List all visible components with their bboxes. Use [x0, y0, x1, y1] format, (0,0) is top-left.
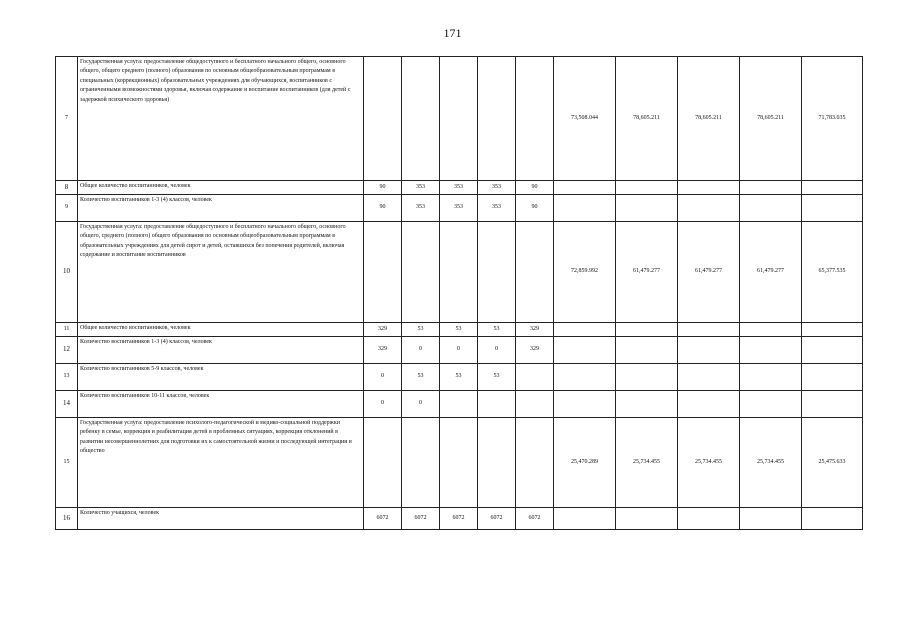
count-cell [440, 418, 478, 508]
amount-cell [554, 391, 616, 418]
count-cell: 353 [440, 195, 478, 222]
amount-cell [802, 323, 863, 337]
count-cell [516, 364, 554, 391]
count-cell [440, 57, 478, 181]
amount-cell [678, 508, 740, 530]
amount-cell [616, 508, 678, 530]
amount-cell: 25,475.633 [802, 418, 863, 508]
count-cell: 53 [478, 364, 516, 391]
count-cell [364, 418, 402, 508]
amount-cell: 25,734.455 [740, 418, 802, 508]
count-cell: 90 [364, 181, 402, 195]
row-description: Количество воспитанников 1-3 (4) классов, человек [78, 337, 364, 364]
row-description: Государственная услуга: предоставление общедоступного и бесплатного начального общего, основного общего, общего среднего (полного) образования по основным общеобразовательным программам в специальных (коррекционных) образовательных учреждениях для обучающихся, воспитанников с ограниченными возможностями здоровья, включая содержание и воспитание воспитанников (для детей с задержкой психического здоровья) [78, 57, 364, 181]
row-number: 8 [56, 181, 78, 195]
amount-cell: 25,734.455 [678, 418, 740, 508]
amount-cell [740, 391, 802, 418]
count-cell: 90 [516, 181, 554, 195]
count-cell: 6072 [440, 508, 478, 530]
row-description: Количество учащихся, человек [78, 508, 364, 530]
count-cell: 6072 [516, 508, 554, 530]
row-number: 10 [56, 222, 78, 323]
amount-cell: 25,734.455 [616, 418, 678, 508]
amount-cell [616, 195, 678, 222]
amount-cell [678, 364, 740, 391]
table-row [56, 181, 863, 195]
count-cell [516, 222, 554, 323]
table-row [56, 222, 863, 323]
row-number: 16 [56, 508, 78, 530]
row-number: 13 [56, 364, 78, 391]
amount-cell: 73,508.044 [554, 57, 616, 181]
count-cell [516, 418, 554, 508]
table-row [56, 337, 863, 364]
amount-cell [554, 195, 616, 222]
amount-cell: 78,605.211 [740, 57, 802, 181]
amount-cell [802, 195, 863, 222]
amount-cell [678, 337, 740, 364]
amount-cell [802, 364, 863, 391]
count-cell: 353 [402, 181, 440, 195]
count-cell: 6072 [364, 508, 402, 530]
count-cell: 353 [478, 181, 516, 195]
row-description: Количество воспитанников 1-3 (4) классов, человек [78, 195, 364, 222]
row-description: Государственная услуга: предоставление общедоступного и бесплатного начального общего, основного общего, среднего (полного) общего образования по основным общеобразовательным программам в образовательных учреждениях для детей сирот и детей, оставшихся без попечения родителей, включая содержание и воспитание воспитанников [78, 222, 364, 323]
row-description: Количество воспитанников 10-11 классов, человек [78, 391, 364, 418]
row-number: 11 [56, 323, 78, 337]
count-cell: 0 [440, 337, 478, 364]
amount-cell: 61,479.277 [678, 222, 740, 323]
count-cell: 0 [402, 337, 440, 364]
row-number: 9 [56, 195, 78, 222]
amount-cell: 25,470.289 [554, 418, 616, 508]
amount-cell [554, 181, 616, 195]
budget-table [55, 56, 863, 530]
count-cell: 329 [364, 323, 402, 337]
count-cell [478, 222, 516, 323]
table-row [56, 364, 863, 391]
table-row [56, 57, 863, 181]
amount-cell [740, 195, 802, 222]
count-cell [478, 57, 516, 181]
row-number: 7 [56, 57, 78, 181]
amount-cell [802, 391, 863, 418]
count-cell [364, 57, 402, 181]
count-cell [516, 391, 554, 418]
row-number: 12 [56, 337, 78, 364]
amount-cell [554, 323, 616, 337]
table-row [56, 391, 863, 418]
count-cell: 329 [516, 323, 554, 337]
amount-cell: 65,377.535 [802, 222, 863, 323]
count-cell: 6072 [402, 508, 440, 530]
table-row [56, 418, 863, 508]
count-cell [516, 57, 554, 181]
count-cell: 0 [402, 391, 440, 418]
amount-cell [554, 508, 616, 530]
amount-cell [554, 364, 616, 391]
count-cell: 53 [440, 323, 478, 337]
amount-cell: 72,859.992 [554, 222, 616, 323]
count-cell: 353 [440, 181, 478, 195]
amount-cell [678, 323, 740, 337]
table-row [56, 195, 863, 222]
amount-cell [802, 508, 863, 530]
amount-cell [616, 323, 678, 337]
amount-cell [678, 195, 740, 222]
count-cell [364, 222, 402, 323]
count-cell [478, 418, 516, 508]
row-description: Общее количество воспитанников, человек [78, 323, 364, 337]
count-cell [440, 391, 478, 418]
amount-cell: 61,479.277 [616, 222, 678, 323]
count-cell: 53 [478, 323, 516, 337]
amount-cell [616, 181, 678, 195]
amount-cell [740, 323, 802, 337]
row-description: Количество воспитанников 5-9 классов, человек [78, 364, 364, 391]
amount-cell [678, 181, 740, 195]
count-cell: 353 [402, 195, 440, 222]
count-cell [440, 222, 478, 323]
amount-cell [740, 181, 802, 195]
count-cell: 90 [364, 195, 402, 222]
amount-cell [616, 364, 678, 391]
amount-cell [554, 337, 616, 364]
count-cell: 6072 [478, 508, 516, 530]
count-cell: 0 [364, 364, 402, 391]
row-number: 15 [56, 418, 78, 508]
amount-cell: 78,605.211 [678, 57, 740, 181]
count-cell: 53 [440, 364, 478, 391]
row-number: 14 [56, 391, 78, 418]
count-cell [402, 222, 440, 323]
table-row [56, 323, 863, 337]
count-cell: 329 [364, 337, 402, 364]
amount-cell [616, 337, 678, 364]
count-cell [402, 57, 440, 181]
count-cell: 329 [516, 337, 554, 364]
row-description: Государственная услуга: предоставление психолого-педагогической и медико-социальной поддержки ребенку в семье, коррекция и реабилитация детей в проблемных ситуациях, коррекция отклонений в развитии несовершеннолетних для подготовки их к самостоятельной жизни и последующей интеграции в общество [78, 418, 364, 508]
count-cell: 90 [516, 195, 554, 222]
amount-cell [616, 391, 678, 418]
count-cell [478, 391, 516, 418]
count-cell: 53 [402, 323, 440, 337]
amount-cell: 61,479.277 [740, 222, 802, 323]
amount-cell [740, 508, 802, 530]
amount-cell [678, 391, 740, 418]
amount-cell [802, 181, 863, 195]
amount-cell [740, 364, 802, 391]
table-row [56, 508, 863, 530]
amount-cell: 71,783.035 [802, 57, 863, 181]
count-cell [402, 418, 440, 508]
amount-cell [740, 337, 802, 364]
amount-cell [802, 337, 863, 364]
row-description: Общее количество воспитанников, человек [78, 181, 364, 195]
page-number: 171 [443, 26, 462, 40]
count-cell: 0 [478, 337, 516, 364]
count-cell: 53 [402, 364, 440, 391]
amount-cell: 78,605.211 [616, 57, 678, 181]
count-cell: 0 [364, 391, 402, 418]
count-cell: 353 [478, 195, 516, 222]
